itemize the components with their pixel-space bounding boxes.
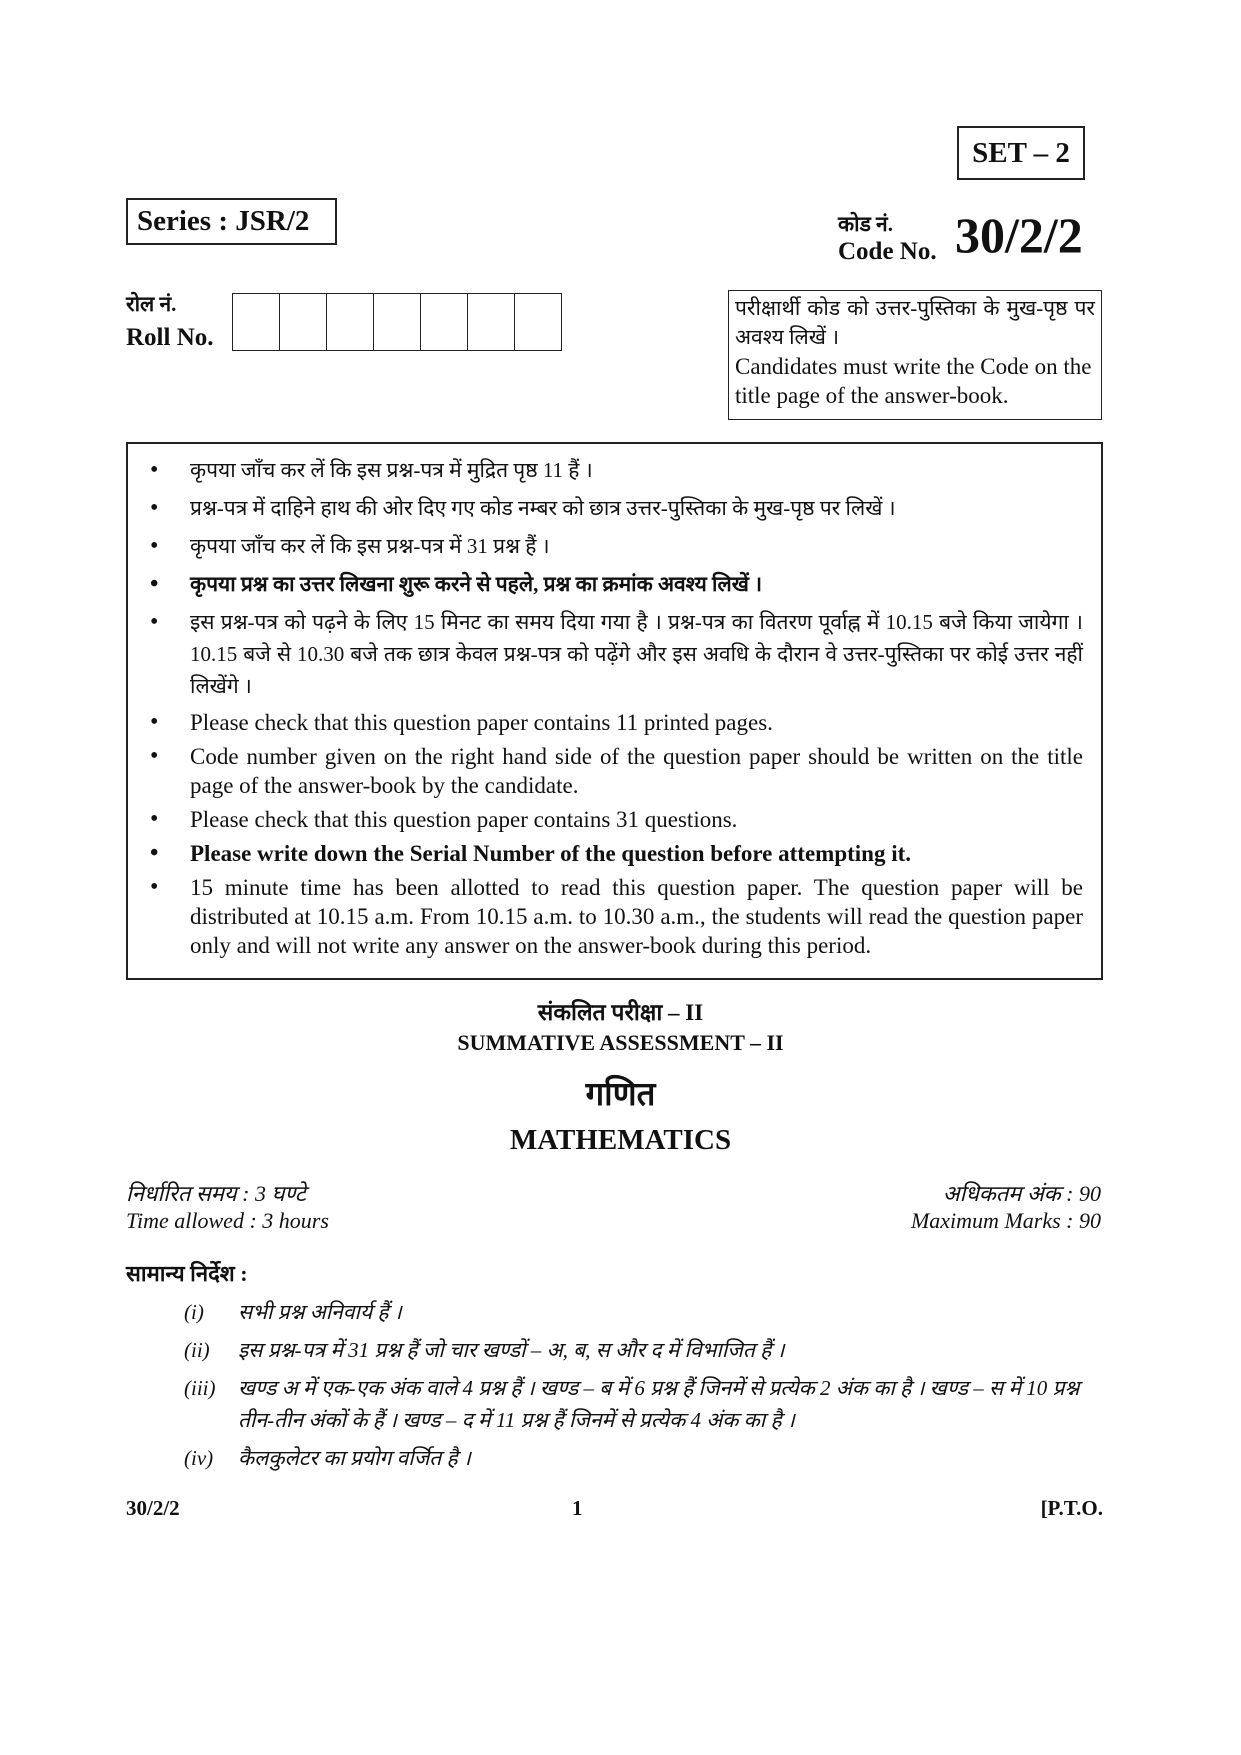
instructions-box: [126, 442, 1103, 980]
code-note-english: Candidates must write the Code on the title page of the answer-book.: [735, 354, 1092, 408]
subject-title-english: MATHEMATICS: [509, 1124, 732, 1156]
instruction-item: • Code number given on the right hand side of the question paper should be written on the title page of the answer-book by the candidate.: [148, 742, 1083, 800]
general-instruction-item: [184, 1296, 1104, 1328]
general-instruction-number: (iv): [184, 1446, 214, 1470]
general-instructions-title: सामान्य निर्देश :: [126, 1261, 248, 1286]
roll-number-box[interactable]: [515, 294, 562, 350]
code-note-box: [728, 290, 1102, 420]
roll-number-box[interactable]: [374, 294, 421, 350]
exam-title-hindi: संकलित परीक्षा – II: [537, 1000, 704, 1025]
instruction-item: • कृपया प्रश्न का उत्तर लिखना शुरू करने से पहले, प्रश्न का क्रमांक अवश्य लिखें ।: [148, 568, 1083, 600]
general-instruction-item: [184, 1334, 1104, 1366]
roll-number-box[interactable]: [233, 294, 280, 350]
instruction-item: • कृपया जाँच कर लें कि इस प्रश्न-पत्र में मुद्रित पृष्ठ 11 हैं ।: [148, 454, 1083, 486]
roll-number-boxes: [232, 293, 562, 351]
general-instruction-item: [184, 1442, 1104, 1474]
code-label-english: Code No.: [838, 238, 937, 265]
subject-title-hindi: गणित: [585, 1077, 656, 1113]
roll-number-box[interactable]: [421, 294, 468, 350]
time-allowed-hindi: निर्धारित समय : 3 घण्टे: [126, 1181, 306, 1206]
general-instruction-text: खण्ड अ में एक-एक अंक वाले 4 प्रश्न हैं । खण्ड – ब में 6 प्रश्न हैं जिनमें से प्रत्येक 2 अंक का है । खण्ड – स में 10 प्रश्न तीन-तीन अंकों के हैं । खण्ड – द में 11 प्रश्न हैं जिनमें से प्रत्येक 4 अंक का है ।: [238, 1376, 1080, 1432]
page-number: 1: [572, 1496, 583, 1520]
general-instruction-item: [184, 1372, 1104, 1436]
code-label-hindi: कोड नं.: [838, 212, 893, 236]
pto-label: [P.T.O.: [1040, 1496, 1103, 1520]
general-instructions-list: [184, 1296, 1104, 1480]
code-number: 30/2/2: [955, 207, 1083, 263]
code-note-hindi: परीक्षार्थी कोड को उत्तर-पुस्तिका के मुख-पृष्ठ पर अवश्य लिखें ।: [735, 296, 1095, 349]
max-marks-hindi: अधिकतम अंक : 90: [942, 1181, 1101, 1206]
footer-code: 30/2/2: [126, 1496, 180, 1520]
instruction-item: • Please write down the Serial Number of the question before attempting it.: [148, 839, 1083, 868]
instruction-item: • प्रश्न-पत्र में दाहिने हाथ की ओर दिए गए कोड नम्बर को छात्र उत्तर-पुस्तिका के मुख-पृष्ठ पर लिखें ।: [148, 492, 1083, 524]
roll-label-english: Roll No.: [126, 324, 214, 351]
instructions-list: [148, 454, 1083, 960]
general-instruction-number: (iii): [184, 1376, 216, 1400]
instruction-item: • Please check that this question paper contains 11 printed pages.: [148, 708, 1083, 737]
exam-title-english: SUMMATIVE ASSESSMENT – II: [457, 1030, 784, 1055]
general-instruction-number: (i): [184, 1300, 204, 1324]
general-instruction-text: कैलकुलेटर का प्रयोग वर्जित है ।: [238, 1446, 471, 1470]
instruction-item: • इस प्रश्न-पत्र को पढ़ने के लिए 15 मिनट का समय दिया गया है । प्रश्न-पत्र का वितरण पूर्वाह्न में 10.15 बजे किया जायेगा । 10.15 बजे से 10.30 बजे तक छात्र केवल प्रश्न-पत्र को पढ़ेंगे और इस अवधि के दौरान वे उत्तर-पुस्तिका पर कोई उत्तर नहीं लिखेंगे ।: [148, 606, 1083, 702]
instruction-item: • कृपया जाँच कर लें कि इस प्रश्न-पत्र में 31 प्रश्न हैं ।: [148, 530, 1083, 562]
set-label: SET – 2: [957, 126, 1085, 180]
series-label: Series : JSR/2: [126, 198, 337, 245]
instruction-item: • Please check that this question paper contains 31 questions.: [148, 805, 1083, 834]
general-instruction-number: (ii): [184, 1338, 210, 1362]
roll-number-box[interactable]: [327, 294, 374, 350]
time-allowed-english: Time allowed : 3 hours: [126, 1208, 329, 1233]
instruction-item: • 15 minute time has been allotted to read this question paper. The question paper will be distributed at 10.15 a.m. From 10.15 a.m. to 10.30 a.m., the students will read the question paper only and will not write any answer on the answer-book during this period.: [148, 873, 1083, 960]
roll-label-hindi: रोल नं.: [126, 292, 177, 316]
general-instruction-text: सभी प्रश्न अनिवार्य हैं ।: [238, 1300, 402, 1324]
roll-number-box[interactable]: [468, 294, 515, 350]
general-instruction-text: इस प्रश्न-पत्र में 31 प्रश्न हैं जो चार खण्डों – अ, ब, स और द में विभाजित हैं ।: [238, 1338, 785, 1362]
roll-number-box[interactable]: [280, 294, 327, 350]
max-marks-english: Maximum Marks : 90: [910, 1208, 1101, 1233]
